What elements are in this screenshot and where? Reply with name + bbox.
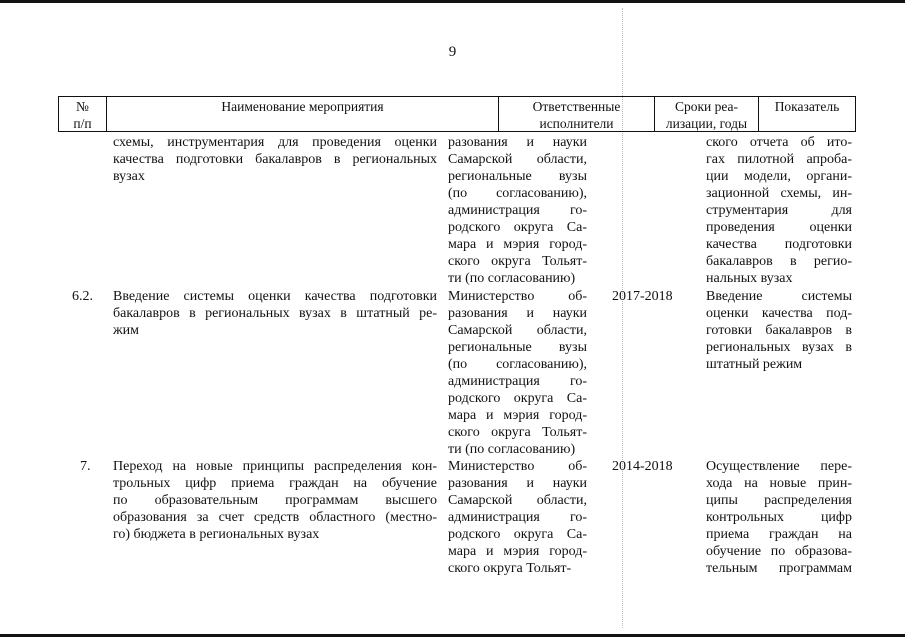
row-1-indicator-line: готовки бакалавров в	[706, 323, 852, 338]
row-0-indicator-line: проведения оценки	[706, 220, 852, 235]
row-2-period: 2014-2018	[612, 459, 673, 474]
row-1-name-line: бакалавров в региональных вузах в штатный ре-	[113, 306, 437, 321]
row-0-responsible-line: родского округа Са-	[448, 220, 587, 235]
row-2-name-line: образования за счет средств областного (местно-	[113, 510, 437, 525]
page-number: 9	[448, 44, 457, 60]
row-2-indicator-line: тельным программам	[706, 561, 852, 576]
row-0-indicator-line: бакалавров в регио-	[706, 254, 852, 269]
row-1-responsible	[448, 288, 587, 458]
row-0-indicator-line: ского отчета об ито-	[706, 135, 852, 150]
header-responsible-line-2: исполнители	[539, 116, 614, 131]
header-num	[58, 97, 106, 132]
row-1-responsible-line: региональные вузы	[448, 340, 587, 355]
row-2-responsible-line: разования и науки	[448, 476, 587, 491]
row-0-indicator	[706, 134, 852, 287]
row-1-responsible-line: Министерство об-	[448, 289, 587, 304]
row-2-indicator-line: обучение по образова-	[706, 544, 852, 559]
row-2-indicator-line: Осуществление пере-	[706, 459, 852, 474]
row-2-indicator-line: контрольных цифр	[706, 510, 852, 525]
header-period	[654, 97, 758, 132]
header-indicator	[758, 97, 856, 132]
row-2-num: 7.	[80, 459, 91, 474]
row-1-responsible-line: ского округа Тольят-	[448, 425, 587, 440]
row-0-responsible-line: Самарской области,	[448, 152, 587, 167]
row-0-responsible-line: ского округа Тольят-	[448, 254, 587, 269]
row-0-indicator-line: зационной схемы, ин-	[706, 186, 852, 201]
row-0-responsible	[448, 134, 587, 287]
row-0-responsible-line: мара и мэрия город-	[448, 237, 587, 252]
row-0-responsible-line: администрация го-	[448, 203, 587, 218]
row-2-name-line: трольных цифр приема граждан на обучение	[113, 476, 437, 491]
row-0-responsible-line: (по согласованию),	[448, 186, 587, 201]
row-0-indicator-line: гах пилотной апроба-	[706, 152, 852, 167]
row-2-indicator	[706, 458, 852, 577]
row-1-responsible-line: Самарской области,	[448, 323, 587, 338]
row-1-indicator-line: штатный режим	[706, 357, 803, 372]
row-2-responsible-line: родского округа Са-	[448, 527, 587, 542]
row-1-indicator-line: оценки качества под-	[706, 306, 852, 321]
row-1-responsible-line: разования и науки	[448, 306, 587, 321]
row-1-responsible-line: родского округа Са-	[448, 391, 587, 406]
row-1-indicator-line: Введение системы	[706, 289, 852, 304]
row-2-responsible-line: Министерство об-	[448, 459, 587, 474]
header-name	[106, 97, 498, 132]
row-2-indicator-line: приема граждан на	[706, 527, 852, 542]
row-1-indicator-line: региональных вузах в	[706, 340, 852, 355]
row-0-indicator-line: струментария для	[706, 203, 852, 218]
row-0-name-line: качества подготовки бакалавров в региональных	[113, 152, 437, 167]
row-2-name-line: по образовательным программам высшего	[113, 493, 437, 508]
row-0-indicator-line: ции модели, органи-	[706, 169, 852, 184]
row-1-name-line: Введение системы оценки качества подготовки	[113, 289, 437, 304]
row-1-indicator	[706, 288, 852, 373]
row-0-responsible-line: ти (по согласованию)	[448, 271, 576, 286]
table-header	[58, 96, 856, 132]
row-2-responsible-line: администрация го-	[448, 510, 587, 525]
row-1-responsible-line: администрация го-	[448, 374, 587, 389]
header-responsible	[498, 97, 654, 132]
row-0-indicator-line: нальных вузах	[706, 271, 793, 286]
row-0-name-line: вузах	[113, 169, 145, 184]
header-responsible-line-1: Ответственные	[532, 99, 621, 114]
page-bottom-border	[0, 634, 905, 637]
row-1-responsible-line: (по согласованию),	[448, 357, 587, 372]
header-indicator-line-1: Показатель	[774, 99, 840, 114]
row-2-name	[113, 458, 437, 543]
row-1-name	[113, 288, 437, 339]
header-num-line-2: п/п	[73, 116, 92, 131]
row-2-responsible-line: Самарской области,	[448, 493, 587, 508]
row-2-responsible	[448, 458, 587, 577]
row-2-name-line: Переход на новые принципы распределения кон-	[113, 459, 437, 474]
header-name-line-1: Наименование мероприятия	[221, 99, 384, 114]
row-1-period: 2017-2018	[612, 289, 673, 304]
row-0-responsible-line: разования и науки	[448, 135, 587, 150]
row-2-name-line: го) бюджета в региональных вузах	[113, 527, 320, 542]
row-2-indicator-line: хода на новые прин-	[706, 476, 852, 491]
header-period-line-1: Сроки реа-	[674, 99, 739, 114]
row-1-name-line: жим	[113, 323, 140, 338]
row-2-responsible-line: ского округа Тольят-	[448, 561, 572, 576]
row-0-name	[113, 134, 437, 185]
header-period-line-2: лизации, годы	[665, 116, 748, 131]
row-0-indicator-line: качества подготовки	[706, 237, 852, 252]
row-2-responsible-line: мара и мэрия город-	[448, 544, 587, 559]
row-0-name-line: схемы, инструментария для проведения оценки	[113, 135, 437, 150]
row-0-responsible-line: региональные вузы	[448, 169, 587, 184]
page-top-border	[0, 0, 905, 3]
row-1-responsible-line: мара и мэрия город-	[448, 408, 587, 423]
row-1-num: 6.2.	[72, 289, 93, 304]
header-num-line-1: №	[76, 99, 89, 114]
row-2-indicator-line: ципы распределения	[706, 493, 852, 508]
row-1-responsible-line: ти (по согласованию)	[448, 442, 576, 457]
